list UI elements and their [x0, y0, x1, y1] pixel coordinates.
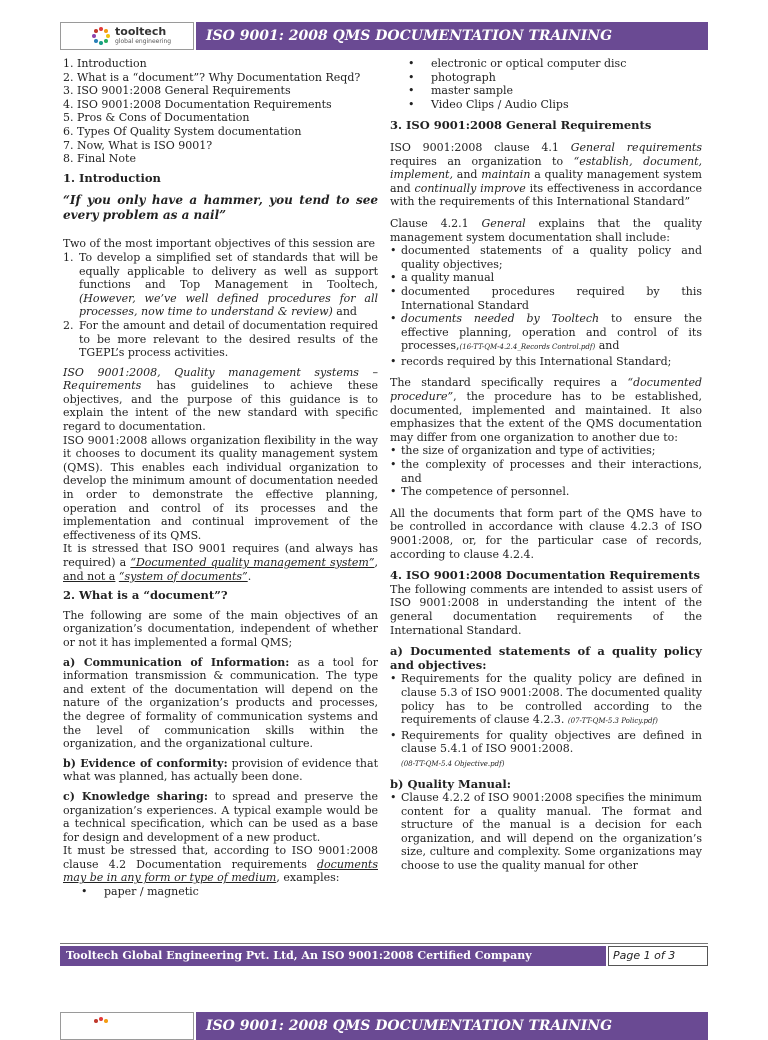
subheading-quality-policy: a) Documented statements of a quality policy and objectives:: [390, 644, 702, 672]
list-item: • electronic or optical computer disc: [390, 57, 702, 71]
page-header: [60, 22, 708, 50]
logo-dots-icon: [91, 26, 111, 46]
subheading-quality-manual: b) Quality Manual:: [390, 776, 512, 791]
objective-item: 1. To develop a simplified set of standards that will be equally applicable to delivery as well as support functions and Top Management in Tooltech, (However, we’ve well defined procedures for all processes, now time to understand & review) and: [63, 250, 378, 319]
objectives-intro: Two of the most important objectives of this session are: [63, 237, 376, 251]
page-title: ISO 9001: 2008 QMS DOCUMENTATION TRAINING: [196, 22, 708, 50]
objective-evidence: b) Evidence of conformity: provision of evidence that what was planned, has actually been done.: [63, 756, 378, 784]
section-heading-general-requirements: 3. ISO 9001:2008 General Requirements: [390, 118, 652, 133]
company-logo: [60, 1012, 194, 1040]
logo-dots-icon: [91, 1016, 111, 1036]
list-item: • paper / magnetic: [63, 885, 378, 899]
footer-company: Tooltech Global Engineering Pvt. Ltd, An ISO 9001:2008 Certified Company: [60, 946, 606, 966]
section-heading-introduction: 1. Introduction: [63, 170, 161, 185]
toc-item: 5. Pros & Cons of Documentation: [63, 111, 250, 125]
toc-item: 6. Types Of Quality System documentation: [63, 124, 302, 138]
toc-item: 2. What is a “document”? Why Documentation Reqd?: [63, 70, 361, 84]
toc-item: 7. Now, What is ISO 9001?: [63, 138, 213, 152]
section-heading-documentation-requirements: 4. ISO 9001:2008 Documentation Requirements: [390, 568, 700, 583]
list-item: • records required by this International Standard;: [390, 355, 702, 369]
objectives-list: [63, 251, 378, 360]
media-list-continued: [390, 57, 702, 111]
iso-guidance-paragraph: ISO 9001:2008, Quality management systems – Requirements has guidelines to achieve these objectives, and the purpose of this guidance is to explain the intent of the new standard with specific regard to documentation.: [63, 365, 378, 434]
logo-name: tooltech: [115, 25, 167, 38]
next-page-header: [60, 1012, 708, 1040]
list-item: • Requirements for quality objectives are defined in clause 5.4.1 of ISO 9001:2008. (08-TT-QM-5.4 Objective.pdf): [390, 729, 702, 772]
list-item: • the complexity of processes and their interactions, and: [390, 458, 702, 485]
page-number: Page 1 of 3: [608, 946, 708, 966]
logo-tagline: global engineering: [115, 38, 172, 45]
section-heading-document: 2. What is a “document”?: [63, 588, 228, 603]
hammer-quote: “If you only have a hammer, you tend to see every problem as a nail”: [63, 193, 378, 223]
table-of-contents: [63, 57, 378, 166]
standard-paragraph: The standard specifically requires a “documented procedure”, the procedure has to be established, documented, implemented and maintained. It also emphasizes that the extent of the QMS documentation may differ from one organization to another due to:: [390, 376, 702, 444]
quality-manual-list: [390, 791, 702, 873]
list-item: • Requirements for the quality policy are defined in clause 5.3 of ISO 9001:2008. The documented quality policy has to be controlled according to the requirements of clause 4.2.3. (07-TT-QM-5.3 Policy.pdf): [390, 672, 702, 728]
list-item: • Clause 4.2.2 of ISO 9001:2008 specifies the minimum content for a quality manual. The format and structure of the manual is a decision for each organization, and will depend on the organization’s size, culture and complexity. Some organizations may choose to use the quality manual for other: [390, 791, 702, 873]
qms-documentation-list: [390, 244, 702, 368]
list-item: • documented procedures required by this International Standard: [390, 285, 702, 312]
objective-item: 2. For the amount and detail of documentation required to be more relevant to the desired results of the TGEPL’s process activities.: [63, 318, 378, 360]
document-intro: The following are some of the main objectives of an organization’s documentation, independent of whether or not it has implemented a formal QMS;: [63, 608, 378, 649]
list-item: • a quality manual: [390, 271, 702, 285]
toc-item: 8. Final Note: [63, 152, 136, 166]
list-item: • master sample: [390, 84, 702, 98]
quality-policy-list: [390, 672, 702, 771]
objective-knowledge: c) Knowledge sharing: to spread and preserve the organization’s experiences. A typical example would be a technical specification, which can be used as a base for design and development of a new product.: [63, 789, 378, 844]
toc-item: 3. ISO 9001:2008 General Requirements: [63, 84, 291, 98]
list-item: • photograph: [390, 71, 702, 85]
documentation-requirements-paragraph: The following comments are intended to assist users of ISO 9001:2008 in understanding the intent of the general documentation requirements of the International Standard.: [390, 582, 702, 637]
page-title: ISO 9001: 2008 QMS DOCUMENTATION TRAINING: [196, 1012, 708, 1040]
controlled-documents-paragraph: All the documents that form part of the QMS have to be controlled in accordance with clause 4.2.3 of ISO 9001:2008, or, for the particular case of records, according to clause 4.2.4.: [390, 506, 702, 561]
toc-item: 1. Introduction: [63, 57, 147, 70]
flexibility-paragraph: ISO 9001:2008 allows organization flexibility in the way it chooses to document its quality management system (QMS). This enables each individual organization to develop the minimum amount of documentation needed in order to demonstrate the effective planning, operation and control of its processes and the implementation and continual improvement of the effectiveness of its QMS.: [63, 433, 378, 542]
footer-divider: [60, 943, 708, 944]
left-column: [63, 57, 378, 899]
list-item: • documented statements of a quality policy and quality objectives;: [390, 244, 702, 271]
clause-421-paragraph: Clause 4.2.1 General explains that the quality management system documentation shall include:: [390, 216, 703, 244]
stress-paragraph: It is stressed that ISO 9001 requires (and always has required) a “Documented quality management system”, and not a “system of documents”.: [63, 542, 378, 583]
media-list-start: [63, 885, 378, 899]
differences-list: [390, 444, 702, 498]
company-logo: [60, 22, 194, 50]
right-column: [390, 57, 702, 873]
list-item: • Video Clips / Audio Clips: [390, 98, 702, 112]
medium-paragraph: It must be stressed that, according to ISO 9001:2008 clause 4.2 Documentation requirements documents may be in any form or type of medium, examples:: [63, 844, 378, 885]
list-item: • the size of organization and type of activities;: [390, 444, 702, 458]
list-item: • The competence of personnel.: [390, 485, 702, 499]
objective-communication: a) Communication of Information: as a tool for information transmission & communication. The type and extent of the documentation will depend on the nature of the organization’s products and processes, the degree of formality of communication systems and the level of communication skills within the organization, and the organizational culture.: [63, 655, 378, 751]
list-item: • documents needed by Tooltech to ensure the effective planning, operation and control of its processes,(16-TT-QM-4.2.4_Records Control.pdf) and: [390, 312, 702, 355]
general-requirements-paragraph: ISO 9001:2008 clause 4.1 General requirements requires an organization to “establish, document, implement, and maintain a quality management system and continually improve its effectiveness in accordance with the requirements of this International Standard”: [390, 140, 702, 209]
toc-item: 4. ISO 9001:2008 Documentation Requirements: [63, 97, 332, 111]
